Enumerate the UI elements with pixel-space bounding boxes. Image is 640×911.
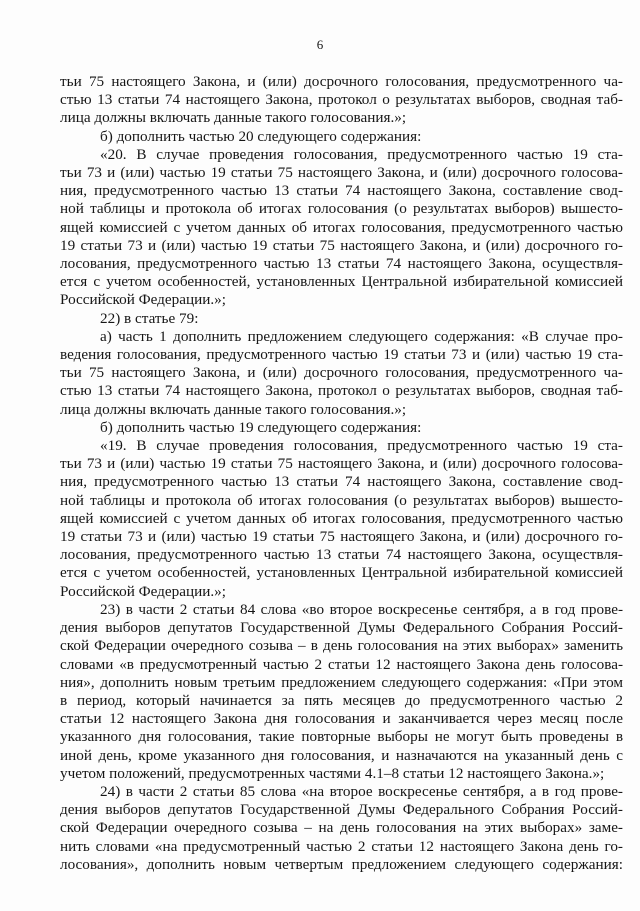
text-line: ется с учетом особенностей, установленных Центральной избирательной комиссией: [60, 273, 623, 291]
text-line: ния, предусмотренного частью 13 статьи 74 настоящего Закона, составление свод-: [60, 473, 623, 491]
text-line: ящей комиссией с учетом данных об итогах голосования, предусмотренного частью: [60, 509, 623, 527]
text-line: учетом положений, предусмотренных частями 4.1–8 статьи 12 настоящего Закона.»;: [60, 764, 605, 782]
text-line: лица должны включать данные такого голосования.»;: [60, 400, 407, 418]
text-line: 19 статьи 73 и (или) частью 19 статьи 75 настоящего Закона, и (или) досрочного го-: [60, 528, 623, 546]
text-line: 19 статьи 73 и (или) частью 19 статьи 75 настоящего Закона, и (или) досрочного го-: [60, 236, 623, 254]
text-line: 22) в статье 79:: [100, 309, 199, 327]
text-line: лица должны включать данные такого голосования.»;: [60, 109, 407, 127]
text-line: ведения голосования, предусмотренного частью 19 статьи 73 и (или) частью 19 ста-: [60, 346, 623, 364]
page-number: 6: [316, 37, 324, 52]
text-line: ской Федерации очередного созыва – в день голосования на этих выборах» заменить: [60, 637, 623, 655]
text-line: стью 13 статьи 74 настоящего Закона, протокол о результатах выборов, сводная таб-: [60, 91, 623, 109]
text-line: ной таблицы и протокола об итогах голосования (о результатах выборов) вышесто-: [60, 491, 623, 509]
text-line: ной таблицы и протокола об итогах голосования (о результатах выборов) вышесто-: [60, 200, 623, 218]
text-line: лосования, предусмотренного частью 13 статьи 74 настоящего Закона, осуществля-: [60, 546, 623, 564]
text-line: ния», дополнить новым третьим предложением следующего содержания: «При этом: [60, 673, 623, 691]
text-line: в период, который начинается за пять месяцев до предусмотренного частью 2: [60, 691, 623, 709]
document-body: [60, 73, 623, 874]
text-line: ской Федерации очередного созыва – на день голосования на этих выборах» заме-: [60, 819, 623, 837]
text-line: Российской Федерации.»;: [60, 582, 226, 600]
text-line: б) дополнить частью 19 следующего содержания:: [100, 418, 422, 436]
text-line: «19. В случае проведения голосования, предусмотренного частью 19 ста-: [100, 437, 623, 455]
text-line: Российской Федерации.»;: [60, 291, 226, 309]
text-line: статьи 12 настоящего Закона дня голосования и заканчивается через месяц после: [60, 710, 623, 728]
text-line: а) часть 1 дополнить предложением следующего содержания: «В случае про-: [100, 327, 623, 345]
text-line: иной день, кроме указанного дня голосования, и назначаются на указанный день с: [60, 746, 623, 764]
text-line: 24) в части 2 статьи 85 слова «на второе воскресенье сентября, а в год прове-: [100, 782, 623, 800]
text-line: дения выборов депутатов Государственной Думы Федерального Собрания Россий-: [60, 619, 623, 637]
text-line: тьи 73 и (или) частью 19 статьи 75 настоящего Закона, и (или) досрочного голосова-: [60, 164, 623, 182]
text-line: б) дополнить частью 20 следующего содержания:: [100, 127, 422, 145]
text-line: «20. В случае проведения голосования, предусмотренного частью 19 ста-: [100, 145, 623, 163]
text-line: дения выборов депутатов Государственной Думы Федерального Собрания Россий-: [60, 801, 623, 819]
text-line: ния, предусмотренного частью 13 статьи 74 настоящего Закона, составление свод-: [60, 182, 623, 200]
text-line: лосования, предусмотренного частью 13 статьи 74 настоящего Закона, осуществля-: [60, 255, 623, 273]
text-line: нить словами «на предусмотренный частью 2 статьи 12 настоящего Закона день го-: [60, 837, 623, 855]
text-line: стью 13 статьи 74 настоящего Закона, протокол о результатах выборов, сводная таб-: [60, 382, 623, 400]
text-line: указанного дня голосования, такие повторные выборы не могут быть проведены в: [60, 728, 623, 746]
text-line: ящей комиссией с учетом данных об итогах голосования, предусмотренного частью: [60, 218, 623, 236]
text-line: тьи 75 настоящего Закона, и (или) досрочного голосования, предусмотренного ча-: [60, 364, 623, 382]
text-line: тьи 73 и (или) частью 19 статьи 75 настоящего Закона, и (или) досрочного голосова-: [60, 455, 623, 473]
text-line: лосования», дополнить новым четвертым предложением следующего содержания:: [60, 855, 623, 873]
text-line: словами «в предусмотренный частью 2 статьи 12 настоящего Закона день голосова-: [60, 655, 623, 673]
text-line: ется с учетом особенностей, установленных Центральной избирательной комиссией: [60, 564, 623, 582]
text-line: тьи 75 настоящего Закона, и (или) досрочного голосования, предусмотренного ча-: [60, 73, 623, 90]
text-line: 23) в части 2 статьи 84 слова «во второе воскресенье сентября, а в год прове-: [100, 600, 623, 618]
